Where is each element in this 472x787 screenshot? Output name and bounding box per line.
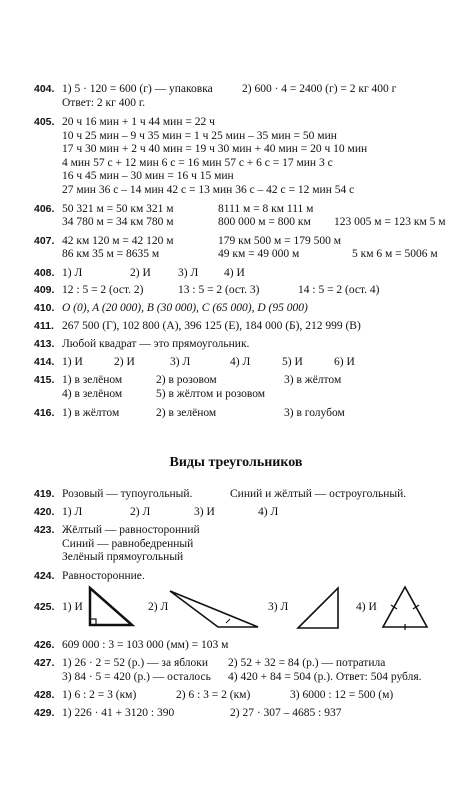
answer-text: 14 : 5 = 2 (ост. 4) (298, 284, 380, 296)
answer-text: 1) И (62, 356, 83, 368)
problem-number: 409. (34, 284, 55, 296)
answer-text: 2) Л (148, 601, 169, 613)
answer-text: Розовый — тупоугольный. (62, 488, 193, 500)
answer-text: Зелёный прямоугольный (62, 551, 184, 563)
answer-text: 1) в зелёном (62, 374, 123, 386)
problem-number: 419. (34, 488, 55, 500)
answer-text: 3) 6000 : 12 = 500 (м) (290, 689, 394, 701)
answer-text: 123 005 м = 123 км 5 м (334, 216, 446, 228)
answer-text: 1) И (62, 601, 83, 613)
answer-text: 3) И (194, 506, 215, 518)
answer-text: 27 мин 36 с – 14 мин 42 с = 13 мин 36 с – 42 с = 12 мин 54 с (62, 184, 355, 196)
answer-text: 3) Л (178, 267, 199, 279)
problem-number: 414. (34, 356, 55, 368)
problem-number: 428. (34, 689, 55, 701)
answer-text: 34 780 м = 34 км 780 м (62, 216, 174, 228)
answer-text: 3) 84 · 5 = 420 (р.) — осталось (62, 671, 211, 683)
equilateral-triangle-figure (380, 584, 430, 630)
answer-text: 1) 6 : 2 = 3 (км) (62, 689, 137, 701)
answer-text: 86 км 35 м = 8635 м (62, 248, 160, 260)
answer-text: 609 000 : 3 = 103 000 (мм) = 103 м (62, 639, 229, 651)
answer-text: 3) Л (268, 601, 289, 613)
answer-text: 4) И (224, 267, 245, 279)
answer-text: 2) И (114, 356, 135, 368)
answer-text: 2) Л (130, 506, 151, 518)
problem-number: 424. (34, 570, 55, 582)
problem-number: 429. (34, 707, 55, 719)
answer-text: 4 мин 57 с + 12 мин 6 с = 16 мин 57 с + 6 с = 17 мин 3 с (62, 157, 333, 169)
answer-text: Равносторонние. (62, 570, 145, 582)
answer-text: 10 ч 25 мин – 9 ч 35 мин = 1 ч 25 мин – 35 мин = 50 мин (62, 130, 337, 142)
problem-number: 426. (34, 639, 55, 651)
answer-text: 6) И (334, 356, 355, 368)
answer-text: 800 000 м = 800 км (218, 216, 311, 228)
answer-text: 3) в жёлтом (284, 374, 342, 386)
answer-text: 5 км 6 м = 5006 м (352, 248, 438, 260)
acute-triangle-figure (294, 585, 342, 631)
answer-text: Синий и жёлтый — остроугольный. (230, 488, 407, 500)
problem-number: 405. (34, 116, 55, 128)
problem-number: 408. (34, 267, 55, 279)
answer-text: 1) в жёлтом (62, 407, 120, 419)
answer-text: 1) 26 · 2 = 52 (р.) — за яблоки (62, 657, 209, 669)
problem-number: 427. (34, 657, 55, 669)
problem-number: 411. (34, 320, 54, 332)
answer-text: 1) Л (62, 267, 83, 279)
answer-text: 2) в розовом (156, 374, 217, 386)
answer-text: 4) 420 + 84 = 504 (р.). Ответ: 504 рубля. (228, 671, 422, 683)
answer-text: 179 км 500 м = 179 500 м (218, 235, 342, 247)
answer-text: 2) 600 · 4 = 2400 (г) = 2 кг 400 г (242, 83, 397, 95)
problem-number: 410. (34, 302, 55, 314)
answer-text: 2) И (130, 267, 151, 279)
problem-number: 404. (34, 83, 55, 95)
answer-text: 12 : 5 = 2 (ост. 2) (62, 284, 144, 296)
problem-number: 416. (34, 407, 55, 419)
answer-text: 20 ч 16 мин + 1 ч 44 мин = 22 ч (62, 116, 215, 128)
answer-text: 4) Л (230, 356, 251, 368)
answer-text: Любой квадрат — это прямоугольник. (62, 338, 250, 350)
right-triangle-figure (84, 585, 136, 629)
answer-text: 49 км = 49 000 м (218, 248, 300, 260)
answer-text: 17 ч 30 мин + 2 ч 40 мин = 19 ч 30 мин + 40 мин = 20 ч 10 мин (62, 143, 368, 155)
answer-text: 3) в голубом (284, 407, 345, 419)
answer-text: 2) в зелёном (156, 407, 217, 419)
answer-text: 2) 6 : 3 = 2 (км) (176, 689, 251, 701)
answer-text: 1) 226 · 41 + 3120 : 390 (62, 707, 175, 719)
section-heading: Виды треугольников (169, 455, 303, 470)
answer-text: 1) 5 · 120 = 600 (г) — упаковка (62, 83, 213, 95)
answer-text: 4) Л (258, 506, 279, 518)
problem-number: 425. (34, 601, 55, 613)
answer-text: 2) 52 + 32 = 84 (р.) — потратила (228, 657, 386, 669)
answer-text: 16 ч 45 мин – 30 мин = 16 ч 15 мин (62, 170, 234, 182)
problem-number: 413. (34, 338, 55, 350)
answer-text: 4) в зелёном (62, 388, 123, 400)
answer-text: O (0), A (20 000), B (30 000), C (65 000), D (95 000) (62, 302, 308, 314)
answer-text: 50 321 м = 50 км 321 м (62, 203, 174, 215)
answer-text: 3) Л (170, 356, 191, 368)
answer-text: 5) в жёлтом и розовом (156, 388, 266, 400)
answer-text: 42 км 120 м = 42 120 м (62, 235, 174, 247)
obtuse-triangle-figure (166, 587, 262, 631)
answer-text: 4) И (356, 601, 377, 613)
answer-text: Синий — равнобедренный (62, 538, 194, 550)
problem-number: 420. (34, 506, 55, 518)
answer-text: 8111 м = 8 км 111 м (218, 203, 314, 215)
problem-number: 407. (34, 235, 55, 247)
answer-text: 1) Л (62, 506, 83, 518)
answer-text: 5) И (282, 356, 303, 368)
answer-text: 13 : 5 = 2 (ост. 3) (178, 284, 260, 296)
answer-text: 267 500 (Г), 102 800 (А), 396 125 (Е), 184 000 (Б), 212 999 (В) (62, 320, 361, 332)
answer-text: 2) 27 · 307 – 4685 : 937 (230, 707, 342, 719)
problem-number: 406. (34, 203, 55, 215)
answer-text: Жёлтый — равносторонний (62, 524, 200, 536)
problem-number: 415. (34, 374, 55, 386)
problem-number: 423. (34, 524, 55, 536)
answer-text: Ответ: 2 кг 400 г. (62, 97, 146, 109)
